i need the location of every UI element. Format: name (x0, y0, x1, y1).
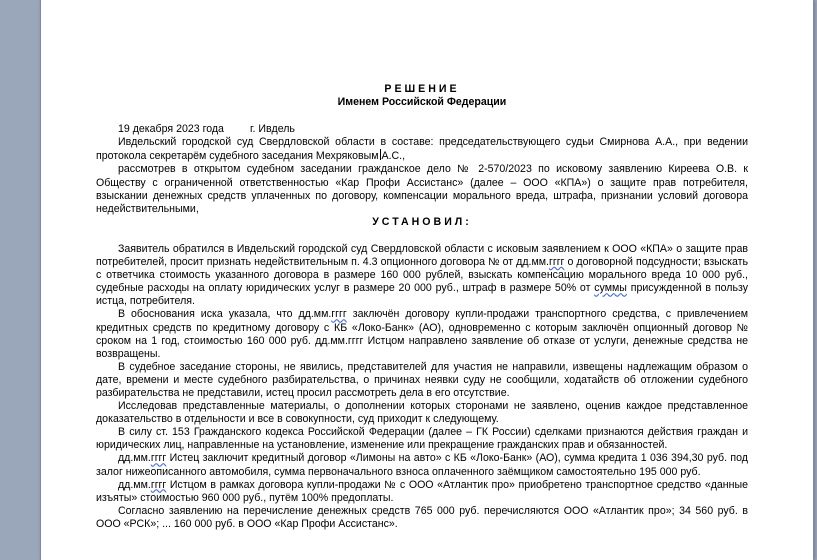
paragraph-transfer: Согласно заявлению на перечисление денежных средств 765 000 руб. перечисляются ООО «Атлантик про»; 34 560 руб. в ООО «РСК»; ... 160 000 руб. в ООО «Кар Профи Ассистанс». (96, 504, 748, 530)
date-line (96, 123, 748, 136)
spellcheck-word[interactable]: гггг (548, 256, 565, 269)
document-page[interactable] (40, 0, 814, 560)
paragraph-law: В силу ст. 153 Гражданского кодекса Российской Федерации (далее – ГК России) сделками признаются действия граждан и юридических лиц, направленные на установление, изменение или прекращение гражданских прав и обязанностей. (96, 426, 748, 452)
text-cursor (380, 149, 381, 160)
paragraph-hearing: В судебное заседание стороны, не явились, представителей для участия не направили, извещены надлежащим образом о дате, времени и месте судебного разбирательства, о причинах неявки суду не сообщили, ходатайств об отложении судебного разбирательства не представили, истец просил рассмотреть дела в его отсутствие. (96, 360, 748, 399)
paragraph-grounds: В обоснования иска указала, что дд.мм.гггг заключён договору купли-продажи транспортного средства, с привлечением кредитных средств по кредитному договору с КБ «Локо-Банк» (АО), одновременно с которым заключён опционный договор № сроком на 1 год, стоимостью 160 000 руб. дд.мм.гггг Истцом направлено заявление об отказе от услуги, денежные средства не возвращены. (96, 308, 748, 360)
document-body[interactable] (96, 79, 748, 531)
document-subtitle: Именем Российской Федерации (337, 96, 507, 109)
court-composition-paragraph: Ивдельский городской суд Свердловской области в составе: председательствующего судьи Смирнова А.А., при ведении протокола секретарём судебного заседания Мехряковым А.С., (96, 136, 748, 163)
decision-city: г. Ивдель (249, 123, 295, 136)
paragraph-evidence: Исследовав представленные материалы, о дополнении которых сторонами не заявлено, оценив каждое представленное доказательство в отдельности и все в совокупности, суд приходит к следующему. (96, 400, 748, 426)
case-paragraph: рассмотрев в открытом судебном заседании гражданское дело № 2-570/2023 по исковому заявлению Киреева О.В. к Обществу с ограниченной ответственностью «Кар Профи Ассистанс» (далее – ООО «КПА») о защите прав потребителя, взыскании денежных средств уплаченных по договору, компенсации морального вреда, штрафа, признании условий договора недействительными, (96, 163, 748, 215)
document-title: РЕШЕНИЕ (384, 83, 460, 95)
section-heading: УСТАНОВИЛ: (372, 215, 472, 228)
paragraph-claim: Заявитель обратился в Ивдельский городской суд Свердловской области с исковым заявлением к ООО «КПА» о защите прав потребителей, просит признать недействительным п. 4.3 опционного договора № от дд.мм.гггг о договорной подсудности; взыскать с ответчика стоимость указанного договора в размере 160 000 рублей, взыскать компенсацию морального вреда 10 000 руб., судебные расходы на оплату юридических услуг в размере 20 000 руб., штраф в размере 50% от суммы присужденной в пользу истца, потребителя. (96, 242, 748, 308)
paragraph-credit: дд.мм.гггг Истец заключит кредитный договор «Лимоны на авто» с КБ «Локо-Банк» (АО), сумма кредита 1 036 394,30 руб. под залог нижеописанного автомобиля, сумма первоначального взноса оплаченного заёмщиком самостоятельно 195 000 руб. (96, 452, 748, 478)
paragraph-purchase: дд.мм.гггг Истцом в рамках договора купли-продажи № с ООО «Атлантик про» приобретено транспортное средство «данные изъяты» стоимостью 960 000 руб., путём 100% предоплаты. (96, 478, 748, 504)
spellcheck-word[interactable]: гггг (331, 308, 347, 321)
spellcheck-word[interactable]: гггг (150, 452, 167, 465)
decision-date: 19 декабря 2023 года (118, 123, 224, 136)
spellcheck-word[interactable]: гггг (150, 478, 167, 491)
spellcheck-word[interactable]: суммы (594, 282, 627, 295)
